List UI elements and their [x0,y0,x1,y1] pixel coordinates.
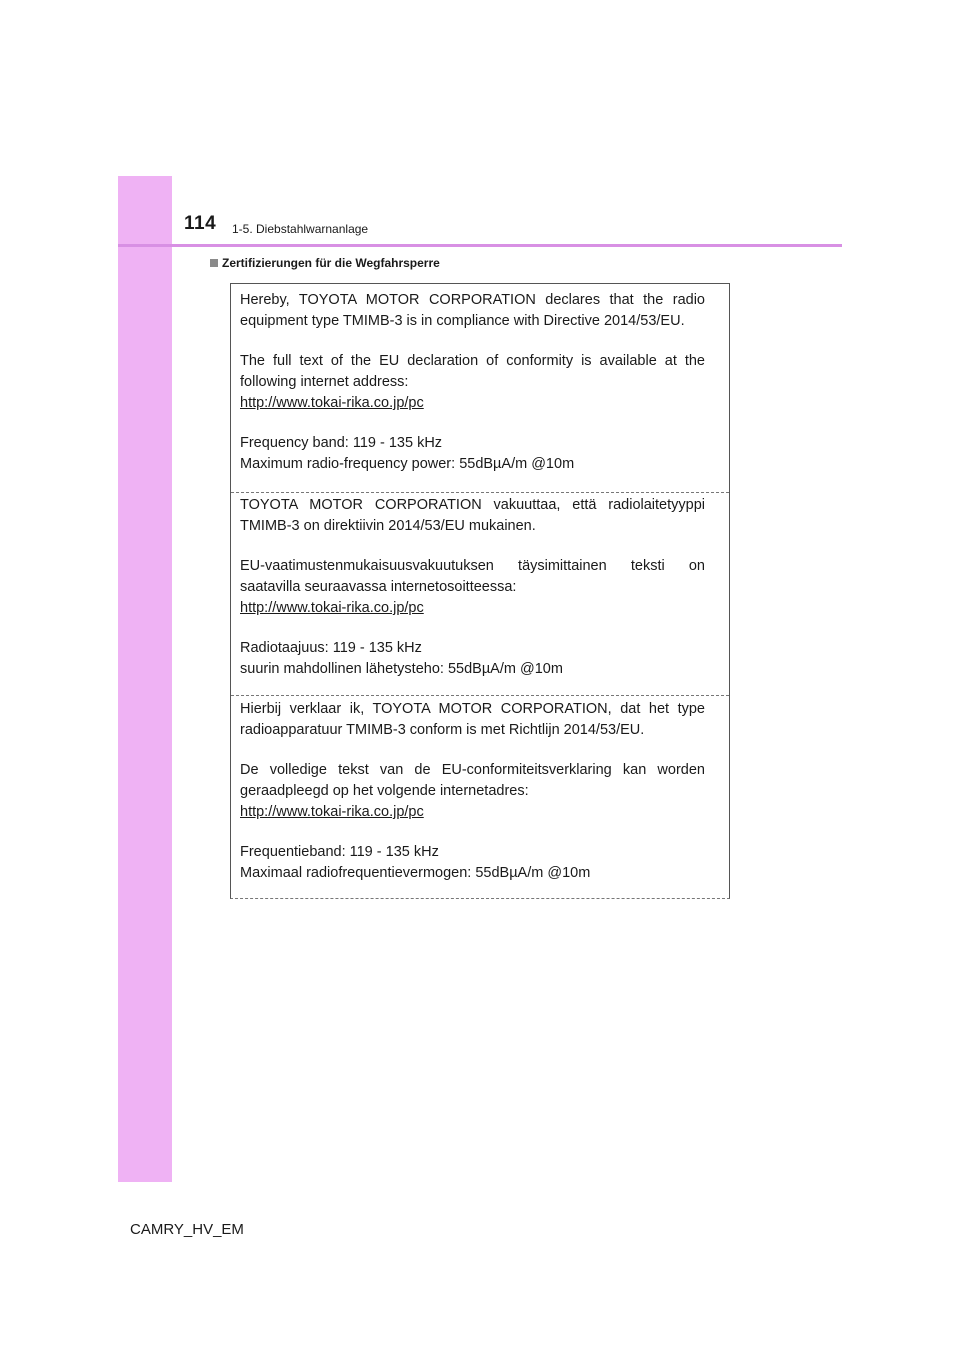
block-divider [231,695,729,696]
section-title: 1-5. Diebstahlwarnanlage [232,222,369,236]
page-number: 114 [184,213,217,234]
max-power: Maximaal radiofrequentievermogen: 55dBµA/m @10m [240,865,591,881]
footer-model-code: CAMRY_HV_EM [130,1221,244,1238]
declaration-link[interactable]: http://www.tokai-rika.co.jp/pc [240,395,424,411]
square-bullet-icon [210,259,218,267]
declaration-link[interactable]: http://www.tokai-rika.co.jp/pc [240,804,424,820]
frequency-band: Radiotaajuus: 119 - 135 kHz [240,640,422,656]
certification-box [230,283,730,899]
side-band [118,176,172,1182]
subsection-title: Zertifizierungen für die Wegfahrsperre [222,256,440,270]
fulltext-info: The full text of the EU declaration of conformity is available at the following internet address: [240,353,705,390]
cert-block-dutch [231,699,729,884]
declaration-link[interactable]: http://www.tokai-rika.co.jp/pc [240,600,424,616]
max-power: suurin mahdollinen lähetysteho: 55dBµA/m @10m [240,661,563,677]
header-rule [118,244,842,247]
declaration-text: Hierbij verklaar ik, TOYOTA MOTOR CORPORATION, dat het type radioapparatuur TMIMB-3 conform is met Richtlijn 2014/53/EU. [240,701,705,738]
declaration-text: Hereby, TOYOTA MOTOR CORPORATION declares that the radio equipment type TMIMB-3 is in compliance with Directive 2014/53/EU. [240,292,705,329]
declaration-text: TOYOTA MOTOR CORPORATION vakuuttaa, että radiolaitetyyppi TMIMB-3 on direktiivin 2014/53/EU mukainen. [240,497,705,534]
fulltext-info: De volledige tekst van de EU-conformiteitsverklaring kan worden geraadpleegd op het volgende internetadres: [240,762,705,799]
cert-block-finnish [231,495,729,680]
frequency-band: Frequentieband: 119 - 135 kHz [240,844,439,860]
block-divider [231,492,729,493]
cert-block-english [231,290,729,475]
subsection-heading [210,256,440,270]
fulltext-info: EU-vaatimustenmukaisuusvakuutuksen täysimittainen teksti on saatavilla seuraavassa internetosoitteessa: [240,558,705,595]
frequency-band: Frequency band: 119 - 135 kHz [240,435,443,451]
max-power: Maximum radio-frequency power: 55dBµA/m @10m [240,456,575,472]
